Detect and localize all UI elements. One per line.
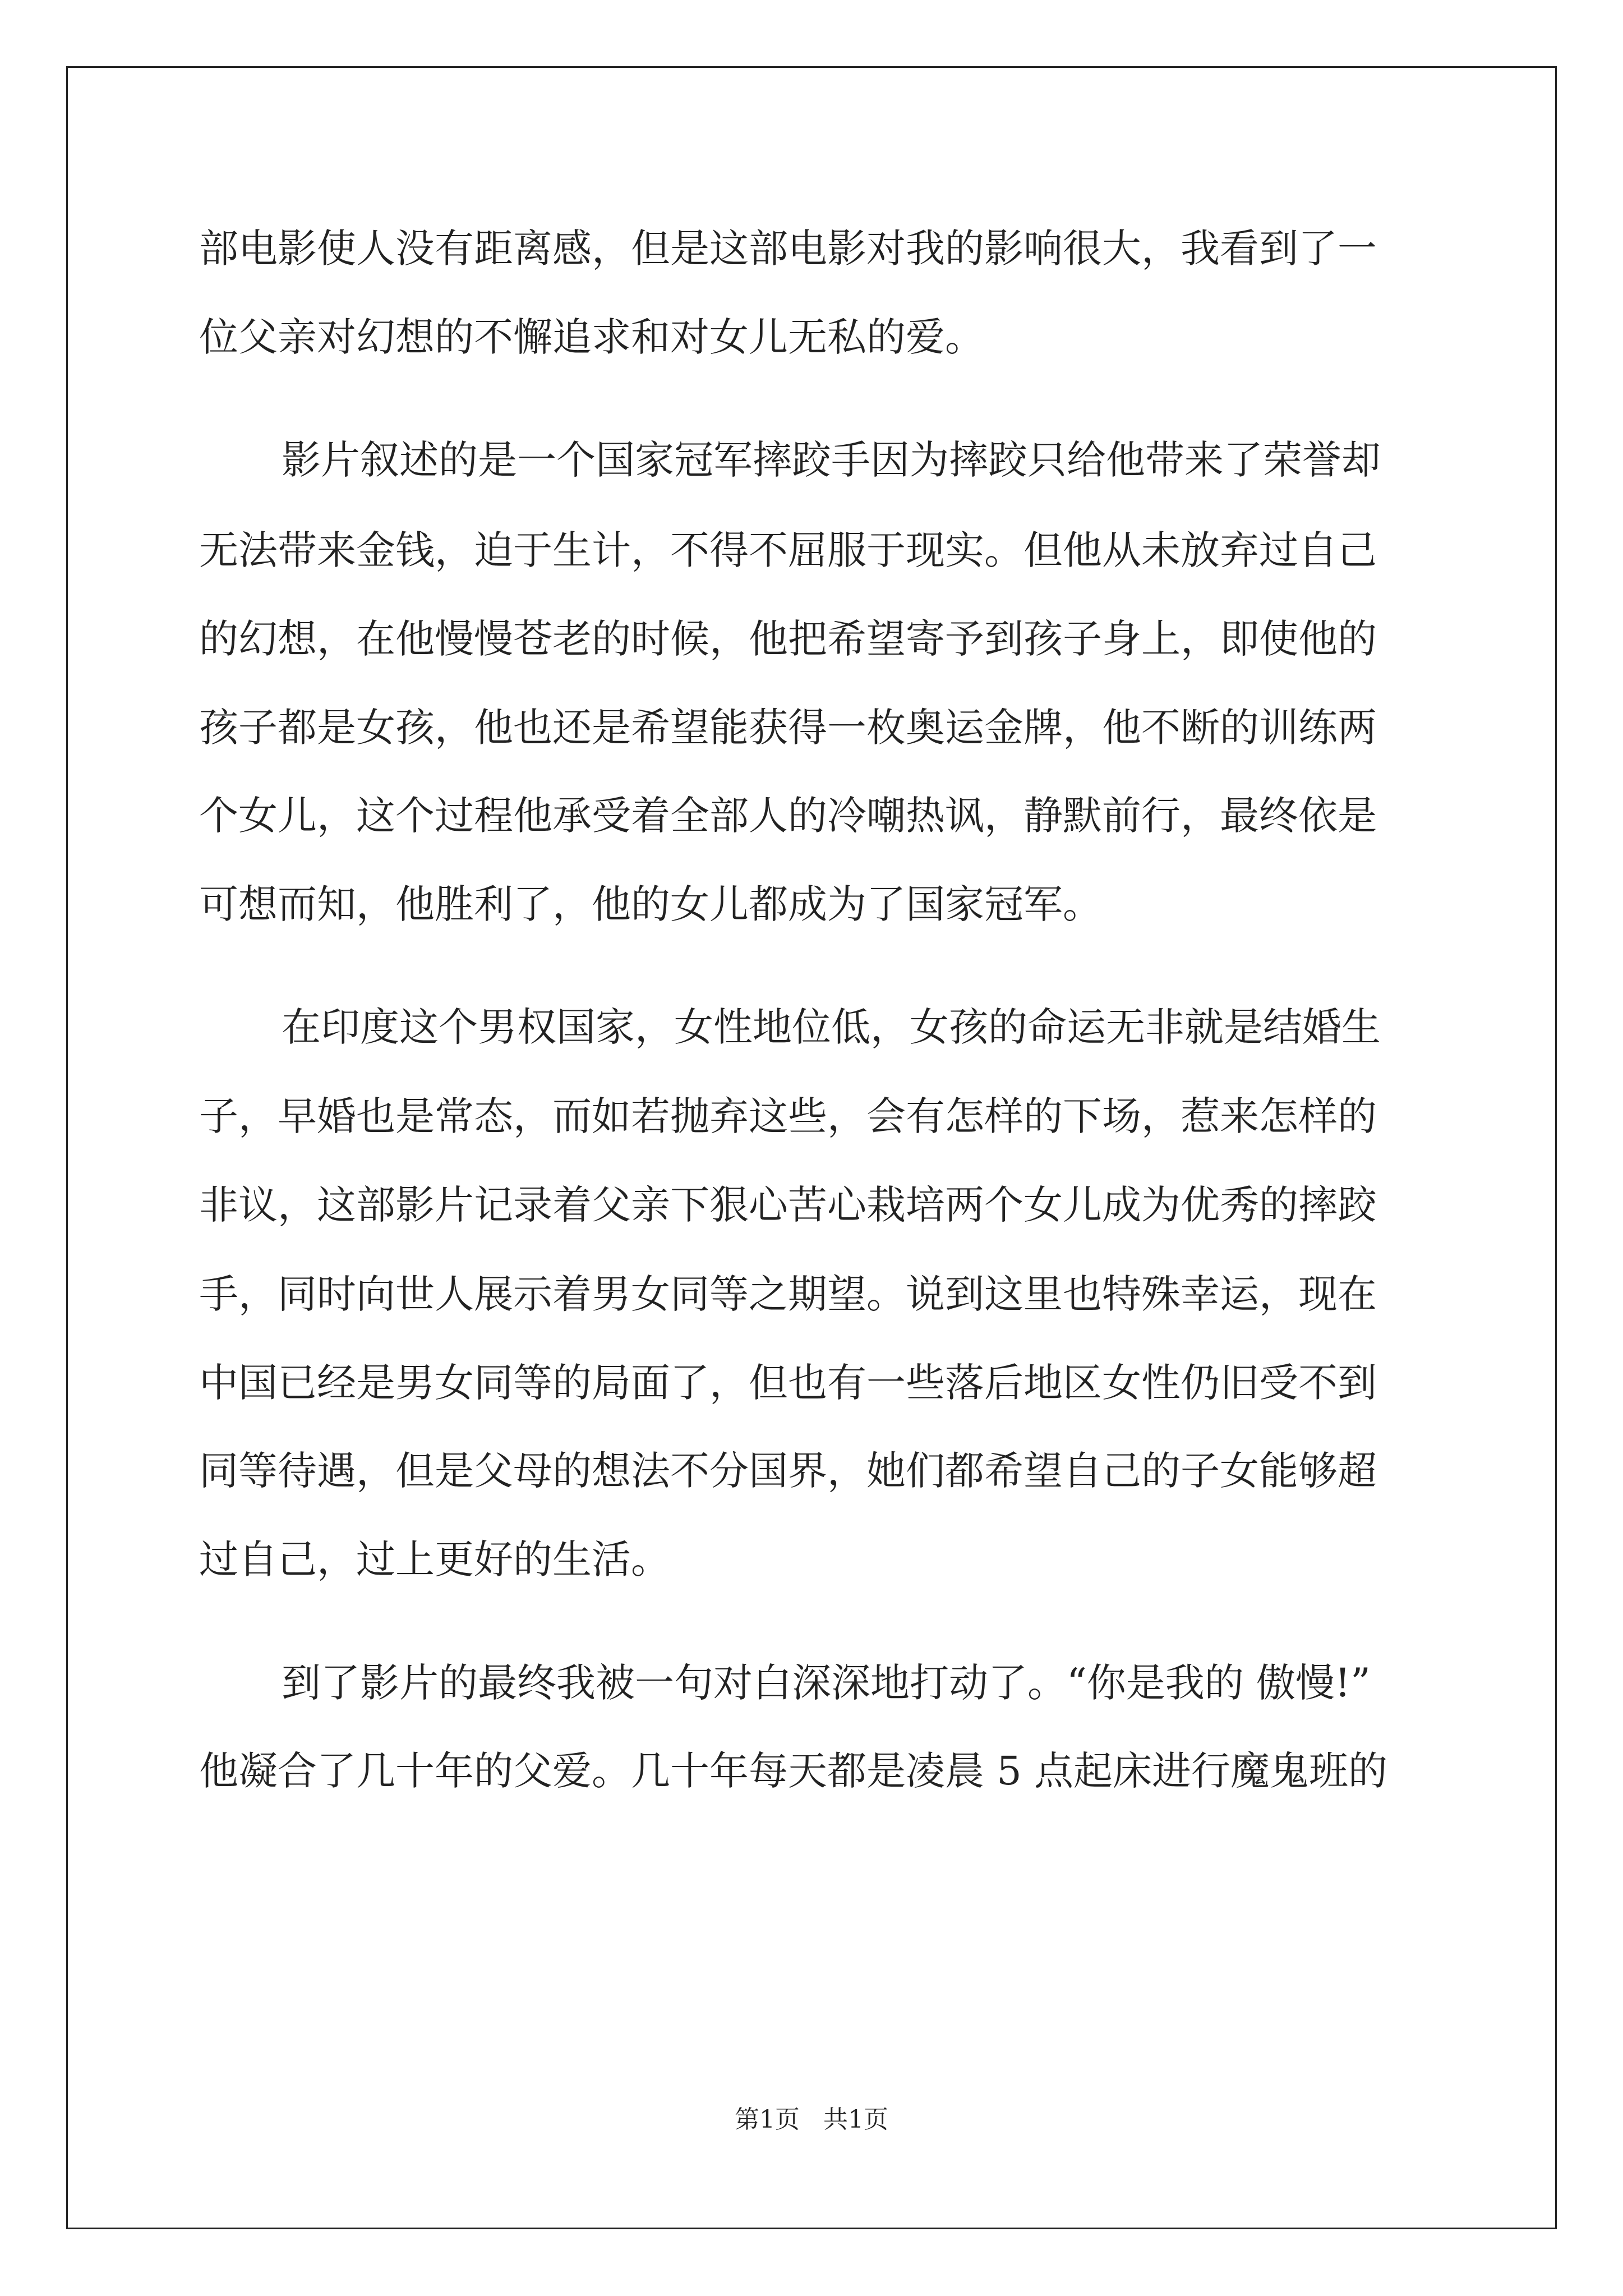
text-line: 他凝合了几十年的父爱。几十年每天都是凌晨 5 点起床进行魔鬼班的: [199, 1748, 1388, 1794]
text-line: 无法带来金钱，迫于生计，不得不屈服于现实。但他从未放弃过自己: [199, 527, 1377, 573]
text-line: 的幻想，在他慢慢苍老的时候，他把希望寄予到孩子身上，即使他的: [199, 616, 1377, 662]
total-pages: 共1页: [823, 2105, 888, 2134]
text-line: 部电影使人没有距离感，但是这部电影对我的影响很大，我看到了一: [199, 226, 1377, 272]
text-line: 个女儿，这个过程他承受着全部人的冷嘲热讽，静默前行，最终依是: [199, 793, 1377, 839]
text-line: 过自己，过上更好的生活。: [199, 1536, 670, 1582]
text-line: 中国已经是男女同等的局面了，但也有一些落后地区女性仍旧受不到: [199, 1360, 1377, 1406]
text-line: 孩子都是女孩，他也还是希望能获得一枚奥运金牌，他不断的训练两: [199, 705, 1377, 751]
text-line: 到了影片的最终我被一句对白深深地打动了。“你是我的 傲慢!”: [282, 1660, 1371, 1706]
page-number: 第1页: [735, 2105, 800, 2134]
text-line: 在印度这个男权国家，女性地位低，女孩的命运无非就是结婚生: [282, 1004, 1381, 1050]
page-footer: [0, 2105, 1623, 2134]
text-line: 同等待遇，但是父母的想法不分国界，她们都希望自己的子女能够超: [199, 1448, 1377, 1494]
text-line: 影片叙述的是一个国家冠军摔跤手因为摔跤只给他带来了荣誉却: [282, 437, 1381, 483]
text-line: 可想而知，他胜利了，他的女儿都成为了国家冠军。: [199, 881, 1102, 927]
page-border: [66, 66, 1557, 2229]
text-line: 手，同时向世人展示着男女同等之期望。说到这里也特殊幸运，现在: [199, 1271, 1377, 1317]
text-line: 位父亲对幻想的不懈追求和对女儿无私的爱。: [199, 314, 984, 360]
text-line: 非议，这部影片记录着父亲下狠心苦心栽培两个女儿成为优秀的摔跤: [199, 1182, 1377, 1228]
text-line: 子，早婚也是常态，而如若抛弃这些，会有怎样的下场，惹来怎样的: [199, 1093, 1377, 1139]
